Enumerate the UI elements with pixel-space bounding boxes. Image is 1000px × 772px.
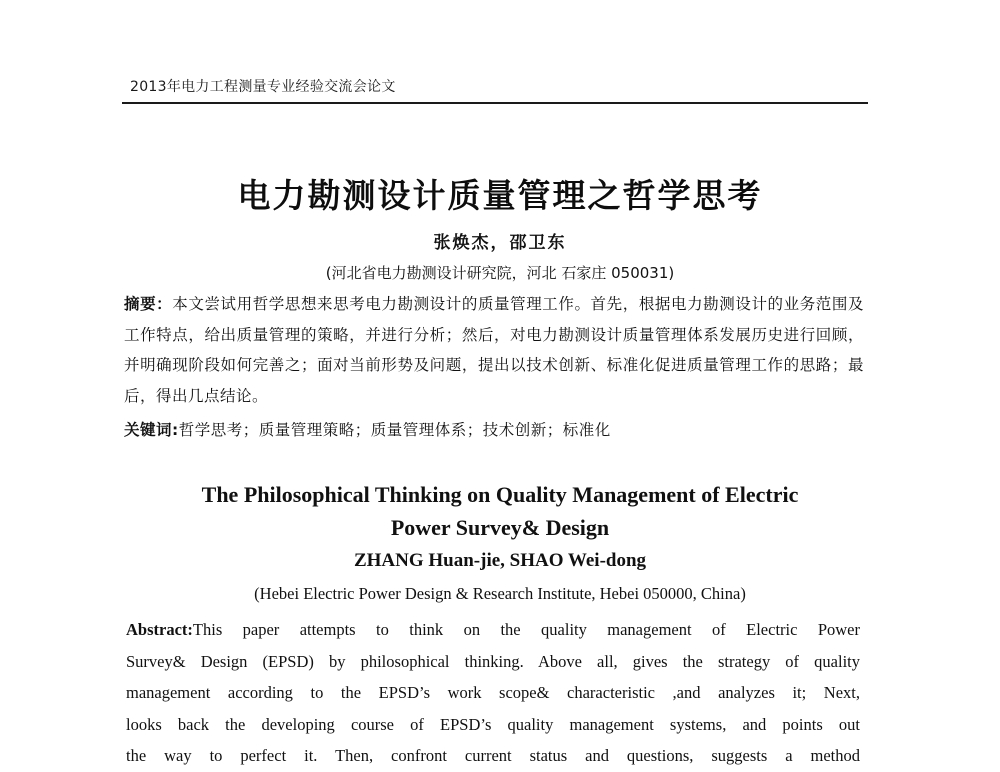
english-title-line-1: The Philosophical Thinking on Quality Management of Electric bbox=[201, 482, 799, 507]
chinese-abstract-label: 摘要： bbox=[124, 295, 173, 313]
english-abstract-line-1 bbox=[126, 614, 860, 646]
english-abstract-line-1-text: This paper attempts to think on the quality management of Electric Power bbox=[192, 620, 860, 639]
english-abstract-label: Abstract: bbox=[126, 620, 193, 639]
english-abstract bbox=[126, 614, 860, 772]
english-abstract-line-4: looks back the developing course of EPSD’s quality management systems, and points out bbox=[126, 714, 860, 734]
header-rule bbox=[122, 102, 868, 104]
chinese-affiliation: (河北省电力勘测设计研究院，河北 石家庄 050031) bbox=[325, 264, 675, 282]
chinese-authors: 张焕杰，邵卫东 bbox=[433, 233, 567, 253]
english-abstract-line-5: the way to perfect it. Then, confront current status and questions, suggests a method bbox=[126, 746, 860, 765]
chinese-keywords-label: 关键词: bbox=[124, 421, 179, 439]
chinese-keywords-text: 哲学思考；质量管理策略；质量管理体系；技术创新；标准化 bbox=[178, 421, 611, 439]
english-abstract-line-3: management according to the EPSD’s work scope& characteristic ,and analyzes it; Next, bbox=[126, 683, 860, 702]
chinese-abstract bbox=[124, 289, 864, 411]
english-affiliation: (Hebei Electric Power Design & Research Institute, Hebei 050000, China) bbox=[254, 584, 746, 603]
english-authors: ZHANG Huan-jie, SHAO Wei-dong bbox=[353, 550, 647, 571]
chinese-abstract-text: 本文尝试用哲学思想来思考电力勘测设计的质量管理工作。首先，根据电力勘测设计的业务范围及工作特点，给出质量管理的策略，并进行分析；然后，对电力勘测设计质量管理体系发展历史进行回顾，并明确现阶段如何完善之；面对当前形势及问题，提出以技术创新、标准化促进质量管理工作的思路；最后，得出几点结论。 bbox=[124, 295, 864, 405]
running-header: 2013年电力工程测量专业经验交流会论文 bbox=[130, 79, 396, 95]
english-title-line-2: Power Survey& Design bbox=[390, 515, 610, 540]
chinese-keywords bbox=[124, 418, 864, 440]
english-title bbox=[0, 478, 1000, 544]
english-abstract-line-2: Survey& Design (EPSD) by philosophical thinking. Above all, gives the strategy of quality bbox=[126, 651, 860, 671]
chinese-title: 电力勘测设计质量管理之哲学思考 bbox=[237, 176, 763, 215]
